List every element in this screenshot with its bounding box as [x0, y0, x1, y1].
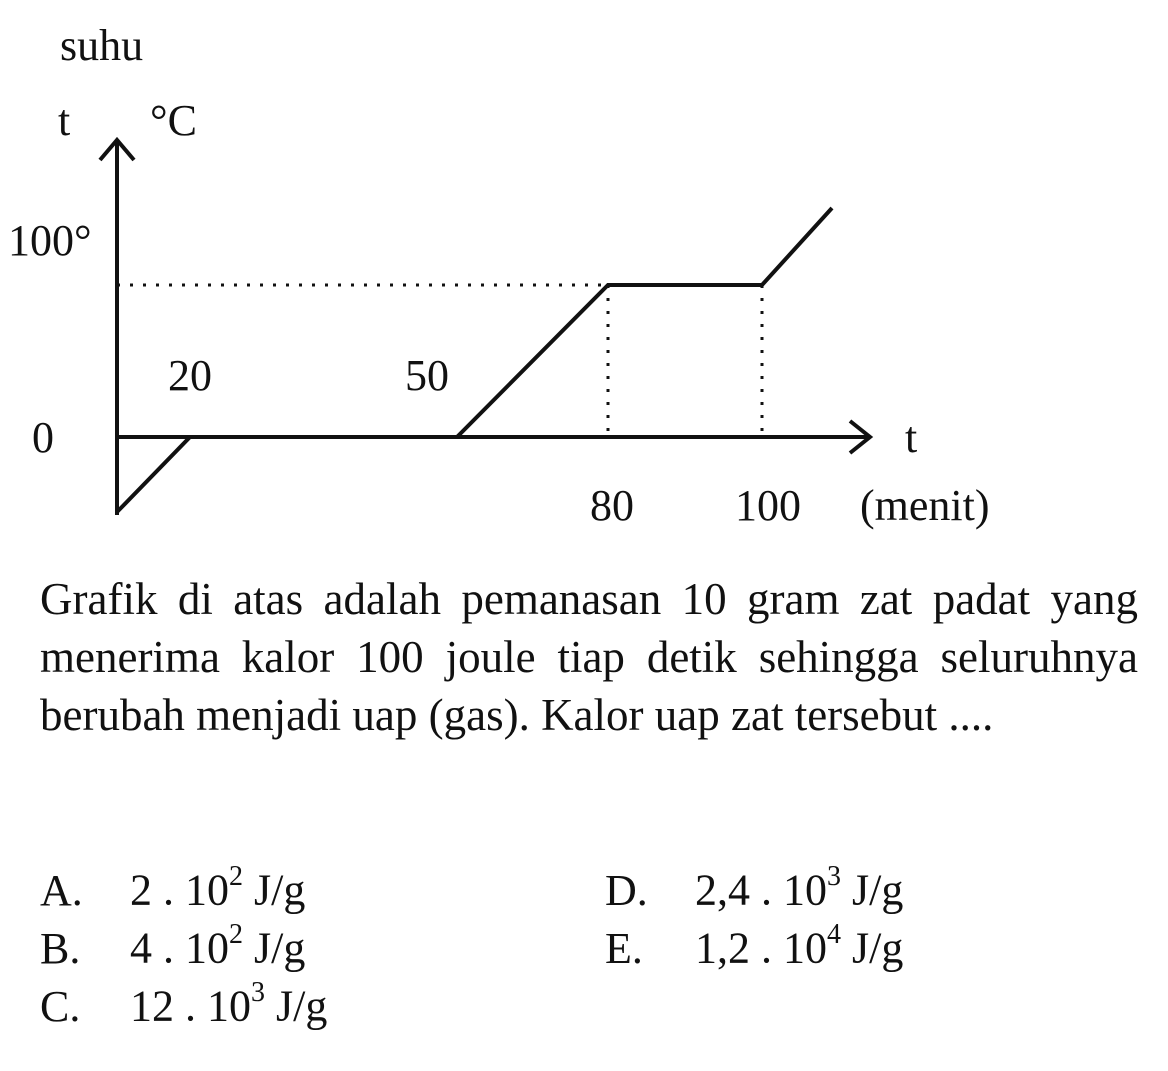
y-tick-label-100: 100° [8, 216, 92, 265]
option-letter: A. [40, 865, 83, 915]
option-c[interactable] [40, 968, 327, 1036]
option-unit: J/g [852, 865, 904, 915]
question-text: Grafik di atas adalah pemanasan 10 gram zat padat yang menerima kalor 100 joule tiap detik sehingga seluruhnya berubah menjadi uap (gas). Kalor uap zat tersebut .... [40, 574, 1138, 740]
option-letter: D. [605, 865, 648, 915]
option-exponent: 2 [229, 861, 243, 892]
x-tick-label-50: 50 [405, 351, 449, 400]
option-mantissa: 1,2 . 10 [695, 923, 827, 973]
heating-curve [117, 208, 832, 512]
option-exponent: 4 [827, 919, 841, 950]
option-letter: C. [40, 981, 81, 1031]
option-unit: J/g [276, 981, 328, 1031]
x-axis-symbol: t [905, 413, 918, 462]
x-tick-label-100: 100 [735, 481, 801, 530]
option-letter: B. [40, 923, 81, 973]
option-mantissa: 4 . 10 [130, 923, 229, 973]
x-axis-unit: (menit) [860, 481, 990, 530]
option-e[interactable] [605, 910, 903, 978]
y-tick-label-0: 0 [32, 413, 54, 462]
y-axis-unit: °C [150, 96, 197, 145]
option-unit: J/g [254, 923, 306, 973]
option-mantissa: 2,4 . 10 [695, 865, 827, 915]
option-exponent: 2 [229, 919, 243, 950]
option-letter: E. [605, 923, 643, 973]
x-tick-label-20: 20 [168, 351, 212, 400]
option-mantissa: 12 . 10 [130, 981, 251, 1031]
option-exponent: 3 [251, 977, 265, 1008]
option-unit: J/g [254, 865, 306, 915]
option-mantissa: 2 . 10 [130, 865, 229, 915]
chart-top-label: suhu [60, 21, 144, 70]
option-exponent: 3 [827, 861, 841, 892]
option-unit: J/g [852, 923, 904, 973]
y-axis-symbol: t [58, 96, 71, 145]
x-tick-label-80: 80 [590, 481, 634, 530]
